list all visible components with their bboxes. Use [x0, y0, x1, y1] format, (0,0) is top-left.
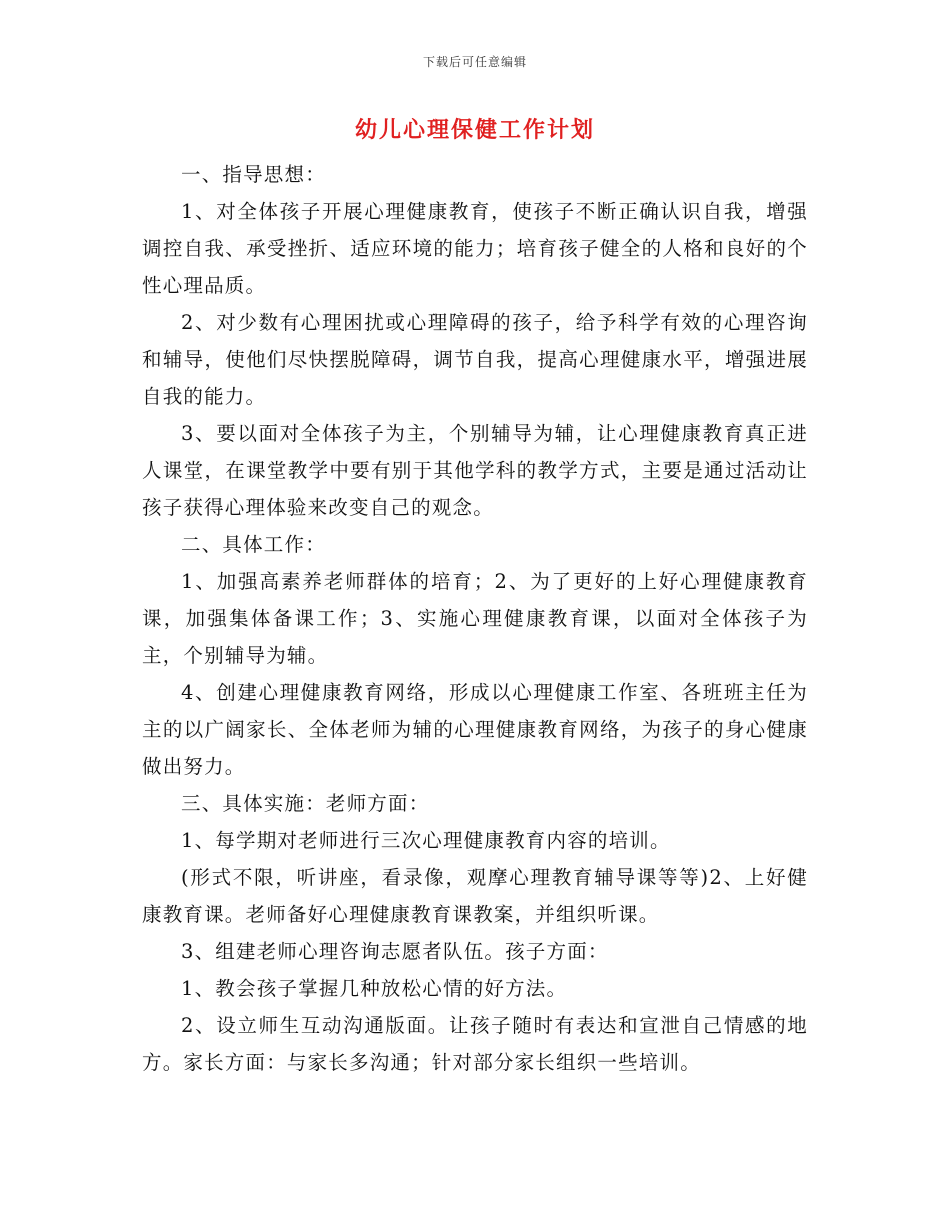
paragraph: (形式不限，听讲座，看录像，观摩心理教育辅导课等等)2、上好健康教育课。老师备好心理健康教育课教案，并组织听课。 [142, 866, 808, 926]
section-heading-specific-work: 二、具体工作： [181, 533, 326, 556]
paragraph: 2、对少数有心理困扰或心理障碍的孩子，给予科学有效的心理咨询和辅导，使他们尽快摆脱障碍，调节自我，提高心理健康水平，增强进展自我的能力。 [142, 311, 808, 408]
section-heading-implementation: 三、具体实施：老师方面： [181, 792, 430, 815]
section-heading-guiding-ideas: 一、指导思想： [181, 163, 326, 186]
paragraph: 4、创建心理健康教育网络，形成以心理健康工作室、各班班主任为主的以广阔家长、全体老师为辅的心理健康教育网络，为孩子的身心健康做出努力。 [142, 681, 808, 778]
paragraph: 1、教会孩子掌握几种放松心情的好方法。 [181, 977, 568, 1000]
paragraph: 1、对全体孩子开展心理健康教育，使孩子不断正确认识自我，增强调控自我、承受挫折、适应环境的能力；培育孩子健全的人格和良好的个性心理品质。 [142, 200, 808, 297]
header-note: 下载后可任意编辑 [422, 55, 527, 69]
document-title: 幼儿心理保健工作计划 [354, 117, 595, 143]
paragraph: 2、设立师生互动沟通版面。让孩子随时有表达和宣泄自己情感的地方。家长方面：与家长多沟通；针对部分家长组织一些培训。 [142, 1014, 808, 1074]
paragraph: 1、加强高素养老师群体的培育；2、为了更好的上好心理健康教育课，加强集体备课工作；3、实施心理健康教育课，以面对全体孩子为主，个别辅导为辅。 [142, 570, 808, 667]
paragraph: 3、组建老师心理咨询志愿者队伍。孩子方面： [181, 940, 609, 963]
document-body [142, 156, 808, 1081]
paragraph: 1、每学期对老师进行三次心理健康教育内容的培训。 [181, 829, 671, 852]
paragraph: 3、要以面对全体孩子为主，个别辅导为辅，让心理健康教育真正进人课堂，在课堂教学中要有别于其他学科的教学方式，主要是通过活动让孩子获得心理体验来改变自己的观念。 [142, 422, 808, 519]
